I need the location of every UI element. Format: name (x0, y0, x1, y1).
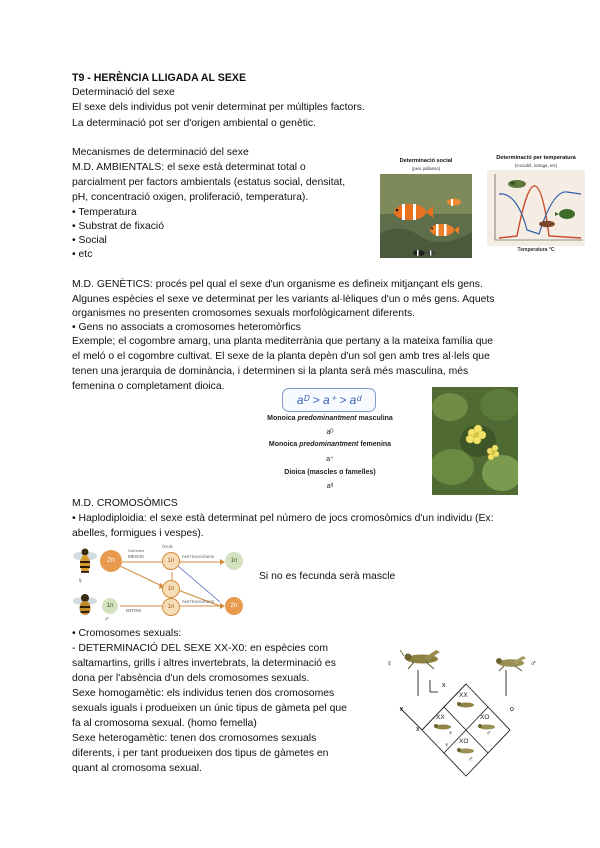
bullet-item: • Temperatura (72, 207, 137, 218)
female-2n-circle: 2n (100, 550, 122, 572)
social-subcaption: (peix pallasso) (411, 166, 441, 171)
gamete-x-left-2: x (416, 726, 420, 733)
temperature-caption: Determinació per temperatura (496, 155, 576, 161)
temperature-axis-label: Temperatura °C (517, 247, 555, 253)
dioecy-label: Dioica (mascles o famelles) (284, 469, 376, 476)
egg-1n-circle: 1n (162, 552, 180, 570)
monoecy-feminine-label: Monoica predominantment femenina (268, 441, 392, 448)
offspring-xx-top: XX (459, 692, 468, 699)
allele-dominance-formula: aᴰ > a⁺ > aᵈ (282, 388, 376, 412)
offspring-female-symbol: ♀ (444, 742, 450, 749)
haplodiploidy-text: • Haplodiploidia: el sexe està determinat pel número de jocs cromosòmics d'un individu (Ex: (72, 513, 494, 524)
intro-heading: Determinació del sexe (72, 87, 175, 98)
male-1n-result: 1n (225, 552, 243, 570)
page-title: T9 - HERÈNCIA LLIGADA AL SEXE (72, 72, 247, 84)
meiosis-label: MEIOSI (128, 554, 144, 559)
allele-masculine: aᴰ (326, 429, 334, 436)
offspring-female-symbol: ♀ (448, 730, 454, 737)
sexuals-text: quant al cromosoma sexual. (72, 763, 202, 774)
egg-label: Òvuls (162, 544, 173, 549)
temperature-subcaption: (cocodril, tortuga, etc) (514, 163, 558, 168)
bee-male-icon (72, 592, 98, 618)
example-text: tenen una jerarquia de dominància, i determinen si la planta serà més masculina, més (72, 366, 469, 377)
genetics-text: M.D. GENÈTICS: procés pel qual el sexe d'un organisme es defineix mitjançant els gens. (72, 279, 483, 290)
example-text: Exemple; el cogombre amarg, una planta mediterrània que pertany a la mateixa família que (72, 336, 494, 347)
gamete-x-left-1: x (400, 706, 404, 713)
example-text: el meló o el cogombre cultivat. El sexe de la planta depèn d'un sol gen amb tres al·lels que (72, 351, 490, 362)
genetics-text: Algunes espècies el sexe ve determinat per les variants al·lèliques d'un o més gens. Aquets (72, 294, 495, 305)
bee-female-icon (72, 546, 98, 576)
bullet-item: • etc (72, 249, 93, 260)
allele-feminine: a⁺ (326, 456, 334, 463)
sexuals-text: fa al cromosoma sexual. (homo femella) (72, 718, 257, 729)
grasshopper-female-icon (400, 648, 444, 670)
small-fish-icon (409, 246, 439, 258)
xx-x0-punnett-diagram (378, 648, 548, 800)
offspring-xo-bottom: XO (459, 738, 469, 745)
ambientals-text: parcialment per factors ambientals (estatus social, densitat, (72, 177, 346, 188)
female-symbol: ♀ (77, 576, 83, 585)
male-parent-symbol: ♂ (530, 658, 537, 668)
female-parent-symbol: ♀ (386, 658, 393, 668)
bullet-item: • Gens no associats a cromosomes heteromòrfics (72, 322, 301, 333)
grasshopper-male-icon (492, 654, 530, 672)
offspring-xx-left: XX (436, 714, 445, 721)
haplodiploidy-text: abelles, formigues i vespes). (72, 528, 204, 539)
sexuals-text: Sexe homogamètic: els individus tenen dos cromosomes (72, 688, 335, 699)
sexuals-text: saltamartins, grills i altres invertebrats, la determinació es (72, 658, 336, 669)
ambientals-text: M.D. AMBIENTALS: el sexe està determinat total o (72, 162, 306, 173)
bee-note: Si no es fecunda serà mascle (259, 571, 396, 582)
sexuals-text: dona per l'absència d'un dels cromosomes sexuals. (72, 673, 310, 684)
bullet-item: • Social (72, 235, 107, 246)
gamete-x-top: x (442, 682, 446, 689)
male-symbol: ♂ (104, 616, 110, 623)
cromosomics-heading: M.D. CROMOSÒMICS (72, 498, 178, 509)
gamete-1n-circle: 1n (162, 598, 180, 616)
sexuals-text: Sexe heterogamètic: tenen dos cromosomes sexuals (72, 733, 317, 744)
bee-haplodiploidy-diagram (70, 540, 256, 622)
social-caption: Determinació social (399, 158, 453, 164)
female-2n-result: 2n (225, 597, 243, 615)
offspring-male-symbol: ♂ (486, 730, 492, 737)
temperature-chart (487, 170, 585, 246)
gametes-label: Gàmetes (128, 548, 145, 553)
bitter-cucumber-photo (432, 387, 518, 495)
mitosis-label: MITOSI (126, 608, 142, 613)
sexuals-text: sexuals iguals i produeixen un únic tipus de gàmeta pel que (72, 703, 347, 714)
gamete-o-right: o (510, 706, 514, 713)
ambientals-text: pH, concentració oxigen, proliferació, temperatura). (72, 192, 309, 203)
bullet-item: • Cromosomes sexuals: (72, 628, 182, 639)
sexuals-text: - DETERMINACIÓ DEL SEXE XX-X0: en espècies com (72, 643, 328, 654)
sexuals-text: diferents, i per tant produeixen dos tipus de gàmetes en (72, 748, 329, 759)
sperm-1n-circle: 1n (162, 580, 180, 598)
example-text: femenina o completament dioica. (72, 381, 225, 392)
monoecy-masculine-label: Monoica predominantment masculina (267, 415, 393, 422)
genetics-text: organismes no presenten cromosomes sexuals morfològicament diferents. (72, 308, 416, 319)
bullet-item: • Substrat de fixació (72, 221, 165, 232)
offspring-grasshopper-icon (456, 700, 476, 710)
intro-line: El sexe dels individus pot venir determinat per múltiples factors. (72, 102, 365, 113)
offspring-male-symbol: ♂ (468, 756, 474, 763)
mechanisms-heading: Mecanismes de determinació del sexe (72, 147, 249, 158)
intro-line: La determinació pot ser d'origen ambiental o genètic. (72, 118, 317, 129)
allele-dioecy: aᵈ (326, 483, 334, 490)
parthenogenesis-label: PARTENOGÈNESI (182, 555, 215, 559)
fertilization-label: PARTENOGÈNESI (182, 600, 215, 604)
offspring-grasshopper-icon (456, 746, 476, 756)
offspring-xo-right: XO (480, 714, 490, 721)
male-1n-circle: 1n (102, 598, 118, 614)
